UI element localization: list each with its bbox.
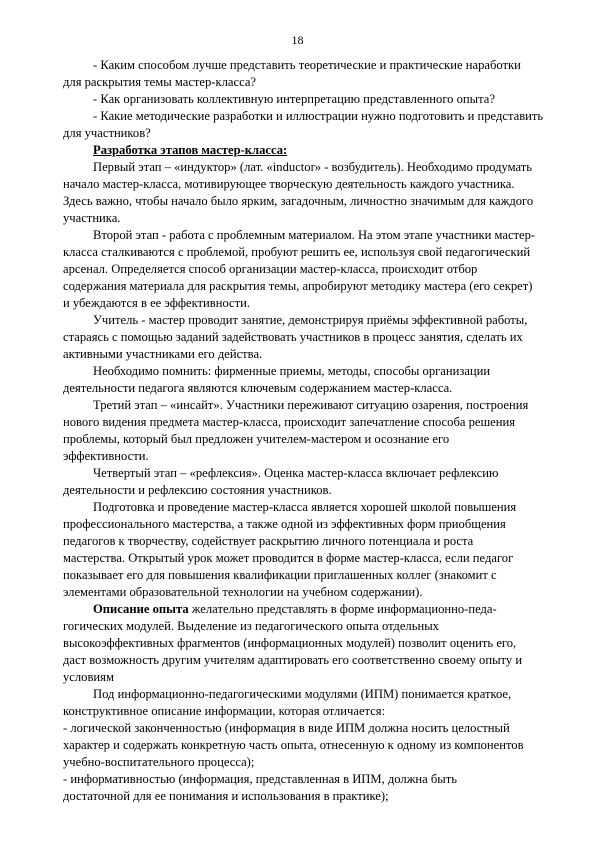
text-line	[63, 516, 550, 533]
text-line-content: класса сталкиваются с проблемой, пробуют решить ее, используя свой педагогический	[63, 245, 531, 259]
text-line	[63, 244, 550, 261]
text-line	[63, 329, 550, 346]
text-line-content: для участников?	[63, 126, 151, 140]
text-line-content: даст возможность другим учителям адаптировать его соответственно своему опыту и	[63, 653, 523, 667]
text-line-content: конструктивное описание информации, которая отличается:	[63, 704, 386, 718]
text-line-content: Учитель - мастер проводит занятие, демонстрируя приёмы эффективной работы,	[93, 313, 528, 327]
text-line-content: начало мастер-класса, мотивирующее творческую деятельность каждого участника.	[63, 177, 515, 191]
text-line	[63, 686, 550, 703]
section-heading-text: Разработка этапов мастер-класса:	[93, 143, 288, 157]
text-line	[63, 125, 550, 142]
paragraph-continuation-text: желательно представлять в форме информационно-педа-	[188, 602, 497, 616]
text-line	[63, 652, 550, 669]
text-line-content: эффективности.	[63, 449, 149, 463]
text-line	[63, 550, 550, 567]
text-line	[63, 584, 550, 601]
text-line	[63, 159, 550, 176]
paragraph-line-with-bold-lead	[63, 601, 550, 618]
text-line	[63, 227, 550, 244]
text-line	[63, 261, 550, 278]
text-line-content: Первый этап – «индуктор» (лат. «inductor» - возбудитель). Необходимо продумать	[93, 160, 533, 174]
text-line	[63, 720, 550, 737]
text-line-content: Здесь важно, чтобы начало было ярким, загадочным, личностно значимым для каждого	[63, 194, 534, 208]
text-line	[63, 108, 550, 125]
text-line	[63, 312, 550, 329]
text-line-content: Третий этап – «инсайт». Участники переживают ситуацию озарения, построения	[93, 398, 529, 412]
text-line-content: нового видения предмета мастер-класса, происходит запечатление способа решения	[63, 415, 516, 429]
text-line-content: Четвертый этап – «рефлексия». Оценка мастер-класса включает рефлексию	[93, 466, 499, 480]
text-line-content: учебно-воспитательного процесса);	[63, 755, 255, 769]
text-line	[63, 380, 550, 397]
bold-lead-text: Описание опыта	[93, 602, 189, 616]
text-line-content: характер и содержать конкретную часть опыта, отнесенную к одному из компонентов	[63, 738, 524, 752]
text-line	[63, 669, 550, 686]
text-line-content: арсенал. Определяется способ организации мастер-класса, происходит отбор	[63, 262, 478, 276]
text-line	[63, 499, 550, 516]
text-line	[63, 703, 550, 720]
text-line-content: условиям	[63, 670, 114, 684]
text-line-content: стараясь с помощью заданий задействовать участников в процесс занятия, сделать их	[63, 330, 523, 344]
text-line	[63, 397, 550, 414]
text-line	[63, 533, 550, 550]
text-line	[63, 363, 550, 380]
text-line	[63, 295, 550, 312]
page-body	[63, 57, 550, 805]
text-line-content: участника.	[63, 211, 121, 225]
text-line-content: Под информационно-педагогическими модулями (ИПМ) понимается краткое,	[93, 687, 512, 701]
text-line	[63, 176, 550, 193]
text-line-content: - логической законченностью (информация в виде ИПМ должна носить целостный	[63, 721, 510, 735]
text-line-content: активными участниками его действа.	[63, 347, 263, 361]
text-line	[63, 414, 550, 431]
text-line-content: проблемы, который был предложен учителем-мастером и осознание его	[63, 432, 450, 446]
text-line-content: деятельности педагога являются ключевым содержанием мастер-класса.	[63, 381, 453, 395]
text-line-content: гогических модулей. Выделение из педагогического опыта отдельных	[63, 619, 439, 633]
text-line-content: профессионального мастерства, а также одной из эффективных форм приобщения	[63, 517, 506, 531]
text-line	[63, 193, 550, 210]
text-line-content: мастерства. Открытый урок может проводится в форме мастер-класса, если педагог	[63, 551, 514, 565]
text-line-content: и убеждаются в ее эффективности.	[63, 296, 251, 310]
text-line	[63, 618, 550, 635]
text-line-content: высокоэффективных фрагментов (информационных модулей) позволит оценить его,	[63, 636, 517, 650]
text-line-content: показывает его для повышения квалификации приглашенных коллег (знакомит с	[63, 568, 497, 582]
text-line	[63, 91, 550, 108]
text-line-content: Необходимо помнить: фирменные приемы, методы, способы организации	[93, 364, 491, 378]
text-line-content: Подготовка и проведение мастер-класса является хорошей школой повышения	[93, 500, 517, 514]
text-line-content: Второй этап - работа с проблемным материалом. На этом этапе участники мастер-	[93, 228, 536, 242]
text-line-content: содержания материала для раскрытия темы, апробируют методику мастера (его секрет)	[63, 279, 533, 293]
text-line	[63, 448, 550, 465]
page-number: 18	[291, 33, 304, 47]
text-line-content: - Как организовать коллективную интерпретацию представленного опыта?	[93, 92, 495, 106]
text-line	[63, 788, 550, 805]
text-line	[63, 771, 550, 788]
text-line	[63, 754, 550, 771]
text-line	[63, 210, 550, 227]
text-line-content: достаточной для ее понимания и использования в практике);	[63, 789, 389, 803]
text-line	[63, 635, 550, 652]
text-line	[63, 57, 550, 74]
text-line	[63, 346, 550, 363]
text-line	[63, 431, 550, 448]
text-line	[63, 74, 550, 91]
section-heading	[63, 142, 550, 159]
text-line	[63, 737, 550, 754]
text-line	[63, 278, 550, 295]
text-line	[63, 482, 550, 499]
text-line-content: для раскрытия темы мастер-класса?	[63, 75, 256, 89]
text-line-content: - Какие методические разработки и иллюстрации нужно подготовить и представить	[93, 109, 544, 123]
text-line-content: - информативностью (информация, представленная в ИПМ, должна быть	[63, 772, 458, 786]
text-line-content: элементами образовательной технологии на учебном содержании).	[63, 585, 423, 599]
text-line	[63, 567, 550, 584]
text-line-content: педагогов к творчеству, содействует раскрытию личного потенциала и роста	[63, 534, 474, 548]
text-line	[63, 465, 550, 482]
text-line-content: деятельности и рефлексию состояния участников.	[63, 483, 332, 497]
text-line-content: - Каким способом лучше представить теоретические и практические наработки	[93, 58, 521, 72]
